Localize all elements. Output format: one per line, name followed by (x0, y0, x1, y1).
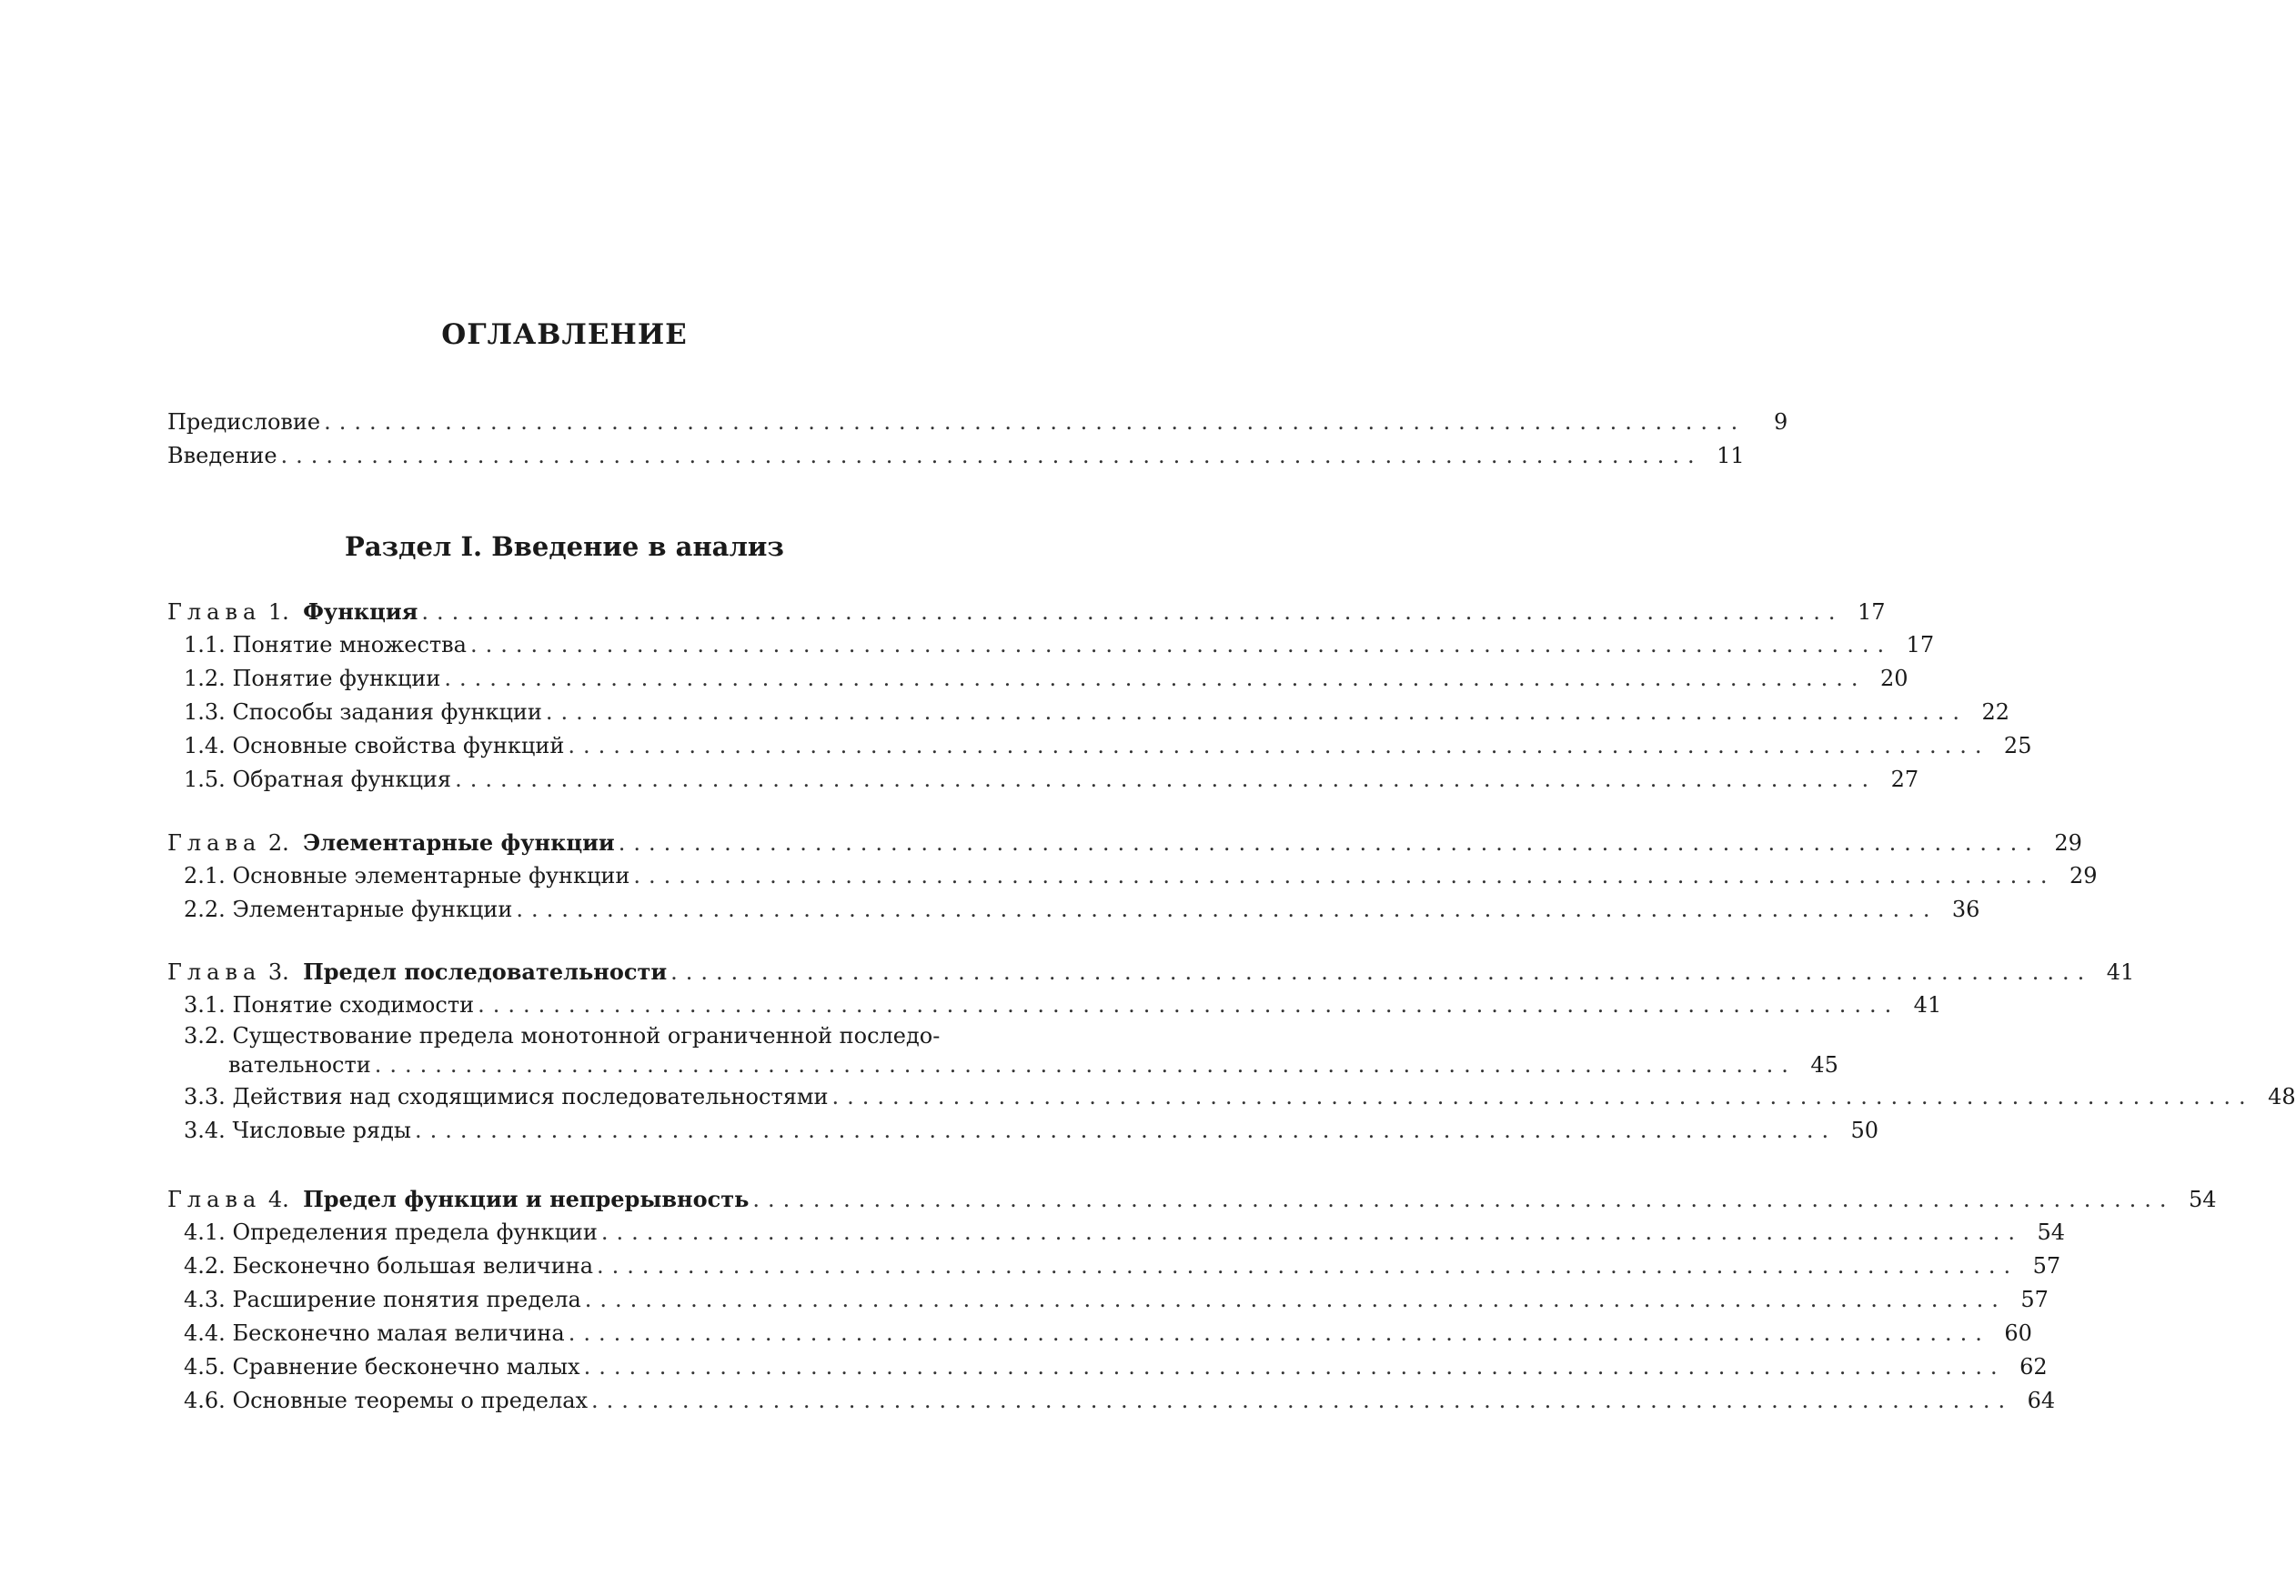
dot-leader: .............................................................................................. (591, 1388, 2014, 1413)
toc-entry[interactable] (167, 1216, 2066, 1250)
dot-leader: .............................................................................................. (516, 897, 1939, 922)
chapter-label (167, 826, 615, 860)
dot-leader: .............................................................................................. (455, 767, 1878, 792)
toc-entry-continuation[interactable] (167, 1049, 1838, 1080)
toc-entry-label: 3.1. Понятие сходимости (184, 992, 475, 1018)
chapter-title: Предел последовательности (303, 959, 668, 985)
dot-leader: .............................................................................................. (421, 599, 1844, 625)
dot-leader: .............................................................................................. (374, 1052, 1797, 1078)
toc-entry[interactable] (167, 989, 1942, 1022)
page-number: 60 (2004, 1320, 2032, 1346)
toc-entry[interactable] (167, 1080, 2296, 1114)
page-number: 17 (1857, 599, 1886, 625)
chapter-number: 4. (267, 1187, 289, 1212)
toc-entry[interactable] (167, 1114, 1879, 1148)
chapter-2 (167, 826, 2098, 927)
page-number: 41 (2106, 959, 2135, 985)
dot-leader: .............................................................................................. (670, 959, 2093, 985)
toc-entry-label: Предисловие (167, 409, 321, 435)
dot-leader: .............................................................................................. (478, 992, 1900, 1018)
dot-leader: .............................................................................................. (280, 443, 1703, 468)
dot-leader: .............................................................................................. (414, 1118, 1838, 1143)
toc-entry[interactable] (167, 1250, 2061, 1283)
chapter-number: 3. (267, 959, 289, 985)
dot-leader: .............................................................................................. (633, 863, 2056, 888)
page-number: 62 (2019, 1354, 2048, 1380)
page-number: 17 (1906, 632, 1935, 657)
page-number: 54 (2037, 1220, 2066, 1245)
chapter-1 (167, 595, 2032, 797)
chapter-heading[interactable] (167, 826, 2082, 859)
toc-entry-label: 1.4. Основные свойства функций (184, 733, 565, 758)
toc-entry[interactable] (167, 763, 1919, 797)
chapter-word: Глава (167, 830, 262, 856)
dot-leader: .............................................................................................. (583, 1354, 2006, 1380)
page-number: 57 (2032, 1253, 2061, 1279)
toc-entry-label: 4.5. Сравнение бесконечно малых (184, 1354, 580, 1380)
page-number: 64 (2027, 1388, 2056, 1413)
dot-leader: .............................................................................................. (545, 699, 1969, 725)
chapter-title: Элементарные функции (303, 829, 615, 856)
chapter-heading[interactable] (167, 1182, 2217, 1216)
page-number: 27 (1890, 767, 1919, 792)
front-matter (167, 406, 1788, 473)
dot-leader: .............................................................................................. (584, 1287, 2007, 1312)
page-number: 25 (2003, 733, 2032, 758)
toc-entry[interactable] (167, 729, 2032, 763)
page-number: 20 (1879, 666, 1908, 691)
chapter-label (167, 1182, 749, 1217)
toc-entry-label: 1.3. Способы задания функции (184, 699, 542, 725)
dot-leader: .............................................................................................. (568, 733, 1990, 758)
toc-entry[interactable] (167, 1384, 2056, 1418)
toc-entry[interactable] (167, 628, 1935, 662)
chapter-title: Функция (303, 598, 418, 625)
dot-leader: .............................................................................................. (618, 830, 2040, 856)
toc-entry-label: 1.2. Понятие функции (184, 666, 441, 691)
toc-entry-label: 4.1. Определения предела функции (184, 1220, 598, 1245)
toc-entry-label: 1.1. Понятие множества (184, 632, 467, 657)
dot-leader: .............................................................................................. (568, 1320, 1990, 1346)
chapter-4 (167, 1182, 2217, 1418)
toc-entry-label: 4.6. Основные теоремы о пределах (184, 1388, 589, 1413)
page-number: 11 (1717, 443, 1745, 468)
chapter-title: Предел функции и непрерывность (303, 1186, 750, 1212)
toc-entry-label: 1.5. Обратная функция (184, 767, 452, 792)
toc-entry-introduction[interactable] (167, 439, 1745, 473)
dot-leader: .............................................................................................. (831, 1084, 2254, 1109)
page-number: 29 (2054, 830, 2082, 856)
toc-entry-label: 2.2. Элементарные функции (184, 897, 513, 922)
toc-entry[interactable] (167, 1350, 2048, 1384)
toc-entry-label: 4.3. Расширение понятия предела (184, 1287, 581, 1312)
chapter-word: Глава (167, 1187, 262, 1212)
page-number: 57 (2020, 1287, 2049, 1312)
chapter-label (167, 595, 418, 629)
chapter-number: 2. (267, 830, 289, 856)
toc-entry[interactable] (167, 859, 2098, 893)
chapter-heading[interactable] (167, 955, 2135, 989)
toc-entry-label: 4.4. Бесконечно малая величина (184, 1320, 565, 1346)
dot-leader: .............................................................................................. (597, 1253, 2019, 1279)
dot-leader: .............................................................................................. (752, 1187, 2175, 1212)
toc-entry-label: 2.1. Основные элементарные функции (184, 863, 630, 888)
toc-entry-label: 3.4. Числовые ряды (184, 1118, 411, 1143)
toc-entry-label: 4.2. Бесконечно большая величина (184, 1253, 594, 1279)
page-number: 22 (1981, 699, 2010, 725)
chapter-heading[interactable] (167, 595, 1886, 628)
chapter-word: Глава (167, 959, 262, 985)
chapter-word: Глава (167, 599, 262, 625)
page-number: 29 (2069, 863, 2098, 888)
toc-entry[interactable] (167, 696, 2010, 729)
page-number: 54 (2188, 1187, 2217, 1212)
page-number: 36 (1951, 897, 1980, 922)
page-number: 50 (1850, 1118, 1879, 1143)
chapter-3 (167, 955, 2296, 1148)
chapter-number: 1. (267, 599, 289, 625)
page-number: 9 (1773, 409, 1788, 435)
toc-entry-preface[interactable] (167, 406, 1788, 439)
dot-leader: .............................................................................................. (324, 409, 1747, 435)
page-number: 45 (1810, 1052, 1838, 1078)
toc-entry[interactable] (167, 1283, 2049, 1317)
toc-entry[interactable] (167, 662, 1908, 696)
toc-entry-label: вательности (228, 1052, 371, 1078)
toc-title: ОГЛАВЛЕНИЕ (441, 318, 688, 351)
page-number: 41 (1913, 992, 1942, 1018)
toc-entry[interactable] (167, 1317, 2032, 1350)
toc-entry[interactable] (167, 893, 1980, 927)
toc-entry-label: Введение (167, 443, 277, 468)
dot-leader: .............................................................................................. (444, 666, 1867, 691)
page-number: 48 (2268, 1084, 2296, 1109)
toc-entry-label: 3.3. Действия над сходящимися последовательностями (184, 1084, 829, 1109)
section-title: Раздел I. Введение в анализ (345, 531, 784, 562)
chapter-label (167, 955, 667, 989)
toc-entry-wrapped-line[interactable]: 3.2. Существование предела монотонной ограниченной последо- (184, 1023, 941, 1049)
dot-leader: .............................................................................................. (600, 1220, 2024, 1245)
dot-leader: .............................................................................................. (470, 632, 1893, 657)
